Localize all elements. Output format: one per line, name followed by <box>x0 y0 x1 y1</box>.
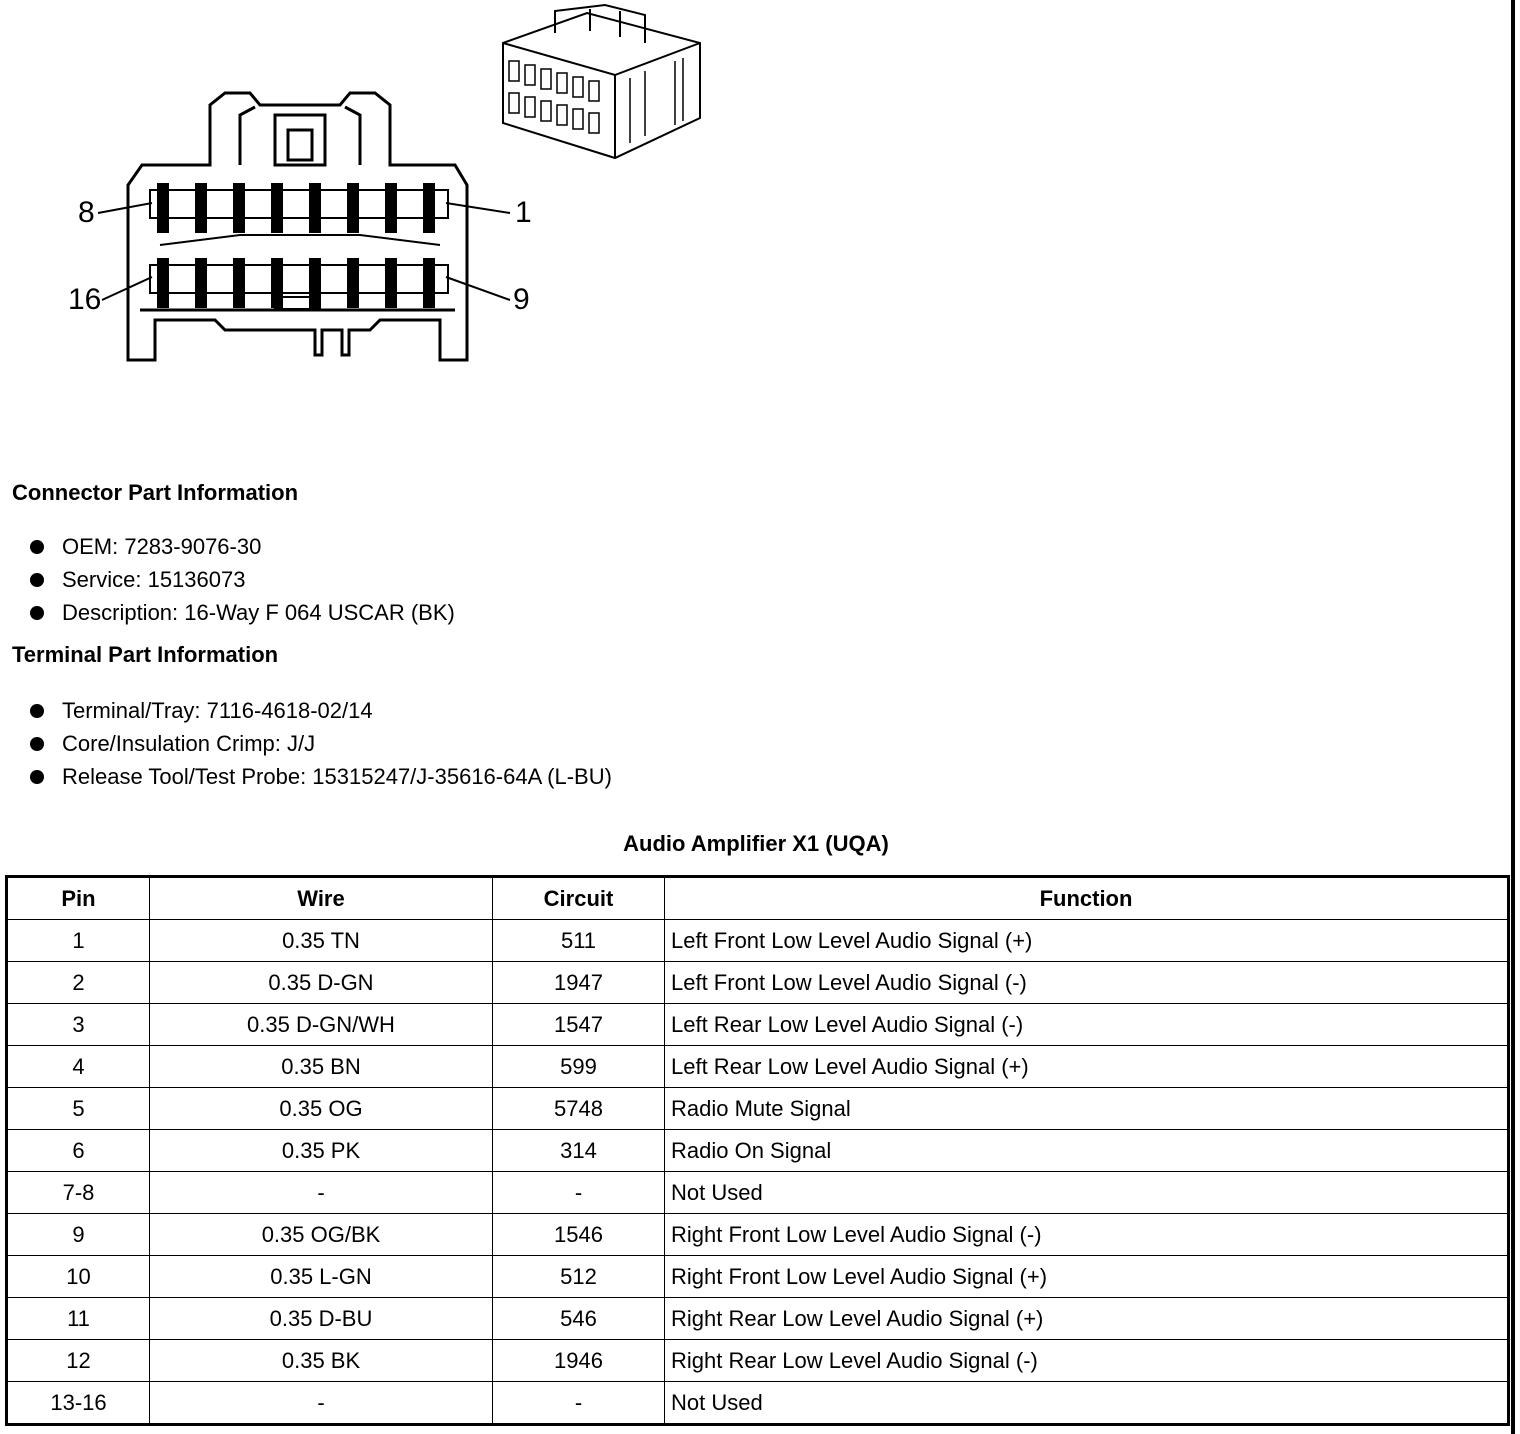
bullet-icon <box>30 737 44 751</box>
pinout-table <box>5 875 1510 1426</box>
wire-cell: 0.35 OG/BK <box>150 1214 493 1256</box>
table-row <box>7 962 1509 1004</box>
circuit-cell: 511 <box>493 920 665 962</box>
pin-cell: 5 <box>7 1088 150 1130</box>
pin-label-16: 16 <box>68 283 102 316</box>
pin-label-1: 1 <box>515 196 532 229</box>
circuit-cell: 1947 <box>493 962 665 1004</box>
circuit-cell: 314 <box>493 1130 665 1172</box>
wire-cell: 0.35 TN <box>150 920 493 962</box>
table-header-row <box>7 877 1509 920</box>
pin-cell: 13-16 <box>7 1382 150 1425</box>
table-title: Audio Amplifier X1 (UQA) <box>623 831 889 856</box>
pin-cell: 9 <box>7 1214 150 1256</box>
table-row <box>7 1382 1509 1425</box>
table-row <box>7 1130 1509 1172</box>
column-header-pin: Pin <box>7 877 150 920</box>
table-row <box>7 1046 1509 1088</box>
circuit-cell: 1946 <box>493 1340 665 1382</box>
circuit-cell: 1547 <box>493 1004 665 1046</box>
list-item: Service: 15136073 <box>30 563 455 596</box>
table-row <box>7 1298 1509 1340</box>
table-row <box>7 1172 1509 1214</box>
pin-cell: 1 <box>7 920 150 962</box>
pin-cell: 7-8 <box>7 1172 150 1214</box>
function-cell: Radio On Signal <box>665 1130 1509 1172</box>
table-row <box>7 1004 1509 1046</box>
connector-info-list <box>30 530 455 629</box>
function-cell: Right Rear Low Level Audio Signal (-) <box>665 1340 1509 1382</box>
function-cell: Not Used <box>665 1382 1509 1425</box>
pin-cell: 6 <box>7 1130 150 1172</box>
terminal-info-heading: Terminal Part Information <box>12 642 279 667</box>
circuit-cell: 5748 <box>493 1088 665 1130</box>
bullet-icon <box>30 540 44 554</box>
wire-cell: - <box>150 1172 493 1214</box>
wire-cell: - <box>150 1382 493 1425</box>
connector-info-heading: Connector Part Information <box>12 480 299 505</box>
function-cell: Radio Mute Signal <box>665 1088 1509 1130</box>
bullet-icon <box>30 704 44 718</box>
list-item: Core/Insulation Crimp: J/J <box>30 727 612 760</box>
connector-face-diagram <box>60 85 560 375</box>
column-header-circuit: Circuit <box>493 877 665 920</box>
pin-cell: 12 <box>7 1340 150 1382</box>
pin-cell: 11 <box>7 1298 150 1340</box>
wire-cell: 0.35 D-BU <box>150 1298 493 1340</box>
wire-cell: 0.35 PK <box>150 1130 493 1172</box>
circuit-cell: 512 <box>493 1256 665 1298</box>
table-row <box>7 920 1509 962</box>
circuit-cell: 546 <box>493 1298 665 1340</box>
pin-cell: 2 <box>7 962 150 1004</box>
page-border <box>1511 0 1515 1434</box>
wire-cell: 0.35 D-GN/WH <box>150 1004 493 1046</box>
function-cell: Left Front Low Level Audio Signal (-) <box>665 962 1509 1004</box>
column-header-function: Function <box>665 877 1509 920</box>
table-row <box>7 1214 1509 1256</box>
bullet-icon <box>30 770 44 784</box>
pin-cell: 10 <box>7 1256 150 1298</box>
function-cell: Not Used <box>665 1172 1509 1214</box>
list-item: Description: 16-Way F 064 USCAR (BK) <box>30 596 455 629</box>
wire-cell: 0.35 BN <box>150 1046 493 1088</box>
table-row <box>7 1340 1509 1382</box>
terminal-info-list <box>30 694 612 793</box>
pin-label-9: 9 <box>513 283 530 316</box>
wire-cell: 0.35 D-GN <box>150 962 493 1004</box>
list-item: OEM: 7283-9076-30 <box>30 530 455 563</box>
column-header-wire: Wire <box>150 877 493 920</box>
circuit-cell: 1546 <box>493 1214 665 1256</box>
circuit-cell: 599 <box>493 1046 665 1088</box>
pin-cell: 4 <box>7 1046 150 1088</box>
function-cell: Right Front Low Level Audio Signal (+) <box>665 1256 1509 1298</box>
circuit-cell: - <box>493 1172 665 1214</box>
pin-cell: 3 <box>7 1004 150 1046</box>
wire-cell: 0.35 OG <box>150 1088 493 1130</box>
pin-label-8: 8 <box>78 196 95 229</box>
list-item: Release Tool/Test Probe: 15315247/J-35616-64A (L-BU) <box>30 760 612 793</box>
bullet-icon <box>30 606 44 620</box>
bullet-icon <box>30 573 44 587</box>
table-row <box>7 1088 1509 1130</box>
circuit-cell: - <box>493 1382 665 1425</box>
function-cell: Right Rear Low Level Audio Signal (+) <box>665 1298 1509 1340</box>
wire-cell: 0.35 BK <box>150 1340 493 1382</box>
function-cell: Left Front Low Level Audio Signal (+) <box>665 920 1509 962</box>
table-row <box>7 1256 1509 1298</box>
function-cell: Right Front Low Level Audio Signal (-) <box>665 1214 1509 1256</box>
function-cell: Left Rear Low Level Audio Signal (-) <box>665 1004 1509 1046</box>
list-item: Terminal/Tray: 7116-4618-02/14 <box>30 694 612 727</box>
function-cell: Left Rear Low Level Audio Signal (+) <box>665 1046 1509 1088</box>
wire-cell: 0.35 L-GN <box>150 1256 493 1298</box>
